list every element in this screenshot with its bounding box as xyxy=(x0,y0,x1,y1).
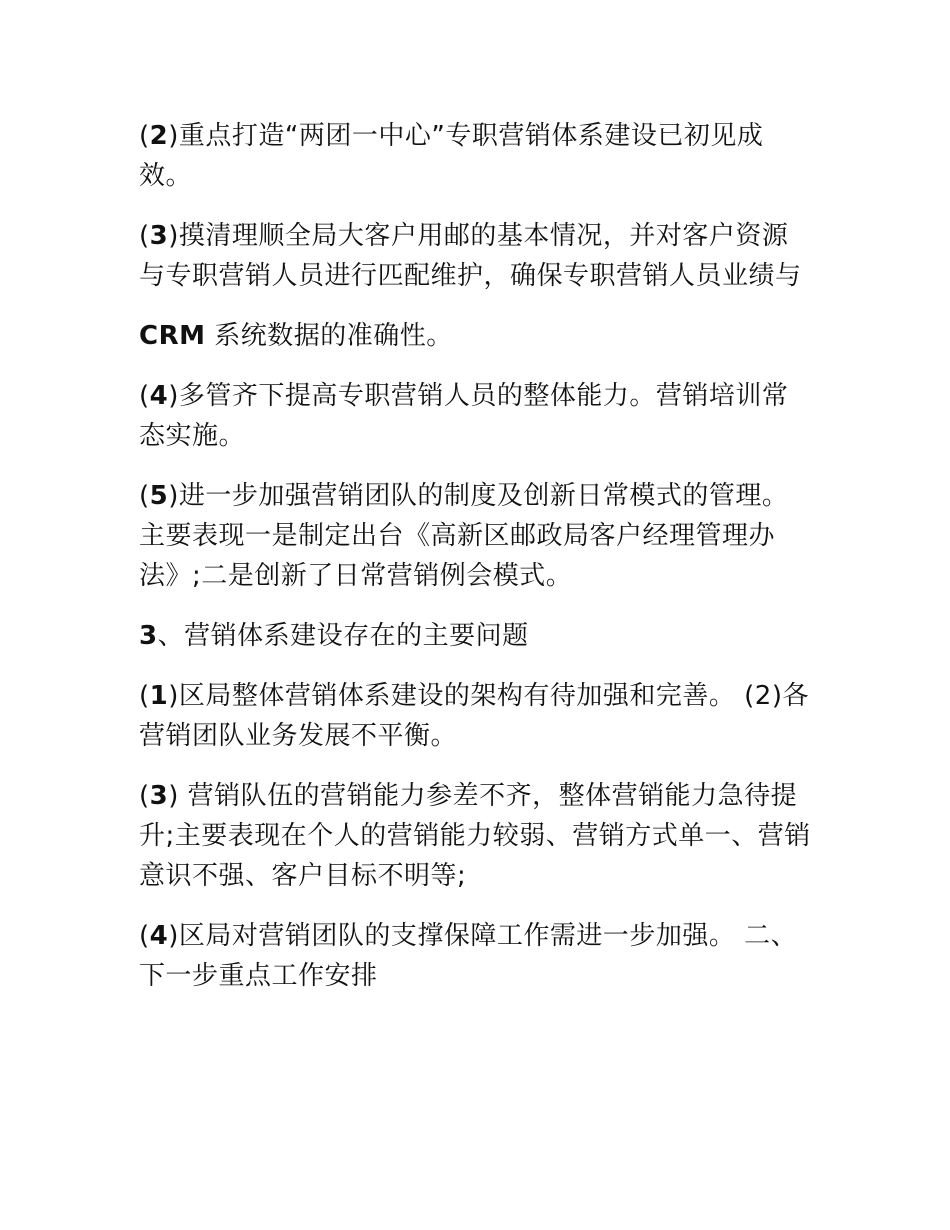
section-number: 3 xyxy=(139,621,158,651)
paragraph-4-training xyxy=(139,376,811,456)
paragraph-text: )重点打造“两团一中心”专职营销体系建设已初见成效。 xyxy=(139,121,764,191)
paragraph-1-structure xyxy=(139,676,811,756)
section-title: 、营销体系建设存在的主要问题 xyxy=(157,621,529,651)
paren-open: ( xyxy=(139,681,150,711)
item-number: 5 xyxy=(149,481,169,511)
paragraph-text: )摸清理顺全局大客户用邮的基本情况，并对客户资源与专职营销人员进行匹配维护，确保专职营销人员业绩与 xyxy=(139,221,802,291)
paragraph-text: )区局对营销团队的支撑保障工作需进一步加强。 二、下一步重点工作安排 xyxy=(139,921,798,991)
paren-open: ( xyxy=(139,921,150,951)
paragraph-text: )进一步加强营销团队的制度及创新日常模式的管理。主要表现一是制定出台《高新区邮政局客户经理管理办法》;二是创新了日常营销例会模式。 xyxy=(139,481,789,591)
item-number: 4 xyxy=(149,381,169,411)
paragraph-5-team-management xyxy=(139,476,811,596)
paragraph-text: 系统数据的准确性。 xyxy=(205,321,453,351)
crm-label: CRM xyxy=(139,321,206,351)
paragraph-crm-accuracy xyxy=(139,316,811,356)
paragraph-text: )多管齐下提高专职营销人员的整体能力。营销培训常态实施。 xyxy=(139,381,789,451)
section-heading-problems xyxy=(139,616,811,656)
item-number: 1 xyxy=(149,681,169,711)
paragraph-4-support xyxy=(139,916,811,996)
paren-open: ( xyxy=(139,121,150,151)
paren-open: ( xyxy=(139,221,150,251)
paren-open: ( xyxy=(139,481,150,511)
item-number: 4 xyxy=(149,921,169,951)
paragraph-3-capability xyxy=(139,776,811,896)
item-number: 3 xyxy=(149,781,169,811)
paragraph-3-client-resources xyxy=(139,216,811,296)
paren-open: ( xyxy=(139,781,150,811)
item-number: 2 xyxy=(149,121,169,151)
paren-open: ( xyxy=(139,381,150,411)
paragraph-text: ) 营销队伍的营销能力参差不齐，整体营销能力急待提升;主要表现在个人的营销能力较弱、营销方式单一、营销意识不强、客户目标不明等; xyxy=(139,781,811,891)
document-body xyxy=(139,116,811,1016)
paragraph-2-marketing-system xyxy=(139,116,811,196)
paragraph-text: )区局整体营销体系建设的架构有待加强和完善。 (2)各营销团队业务发展不平衡。 xyxy=(139,681,809,751)
item-number: 3 xyxy=(149,221,169,251)
